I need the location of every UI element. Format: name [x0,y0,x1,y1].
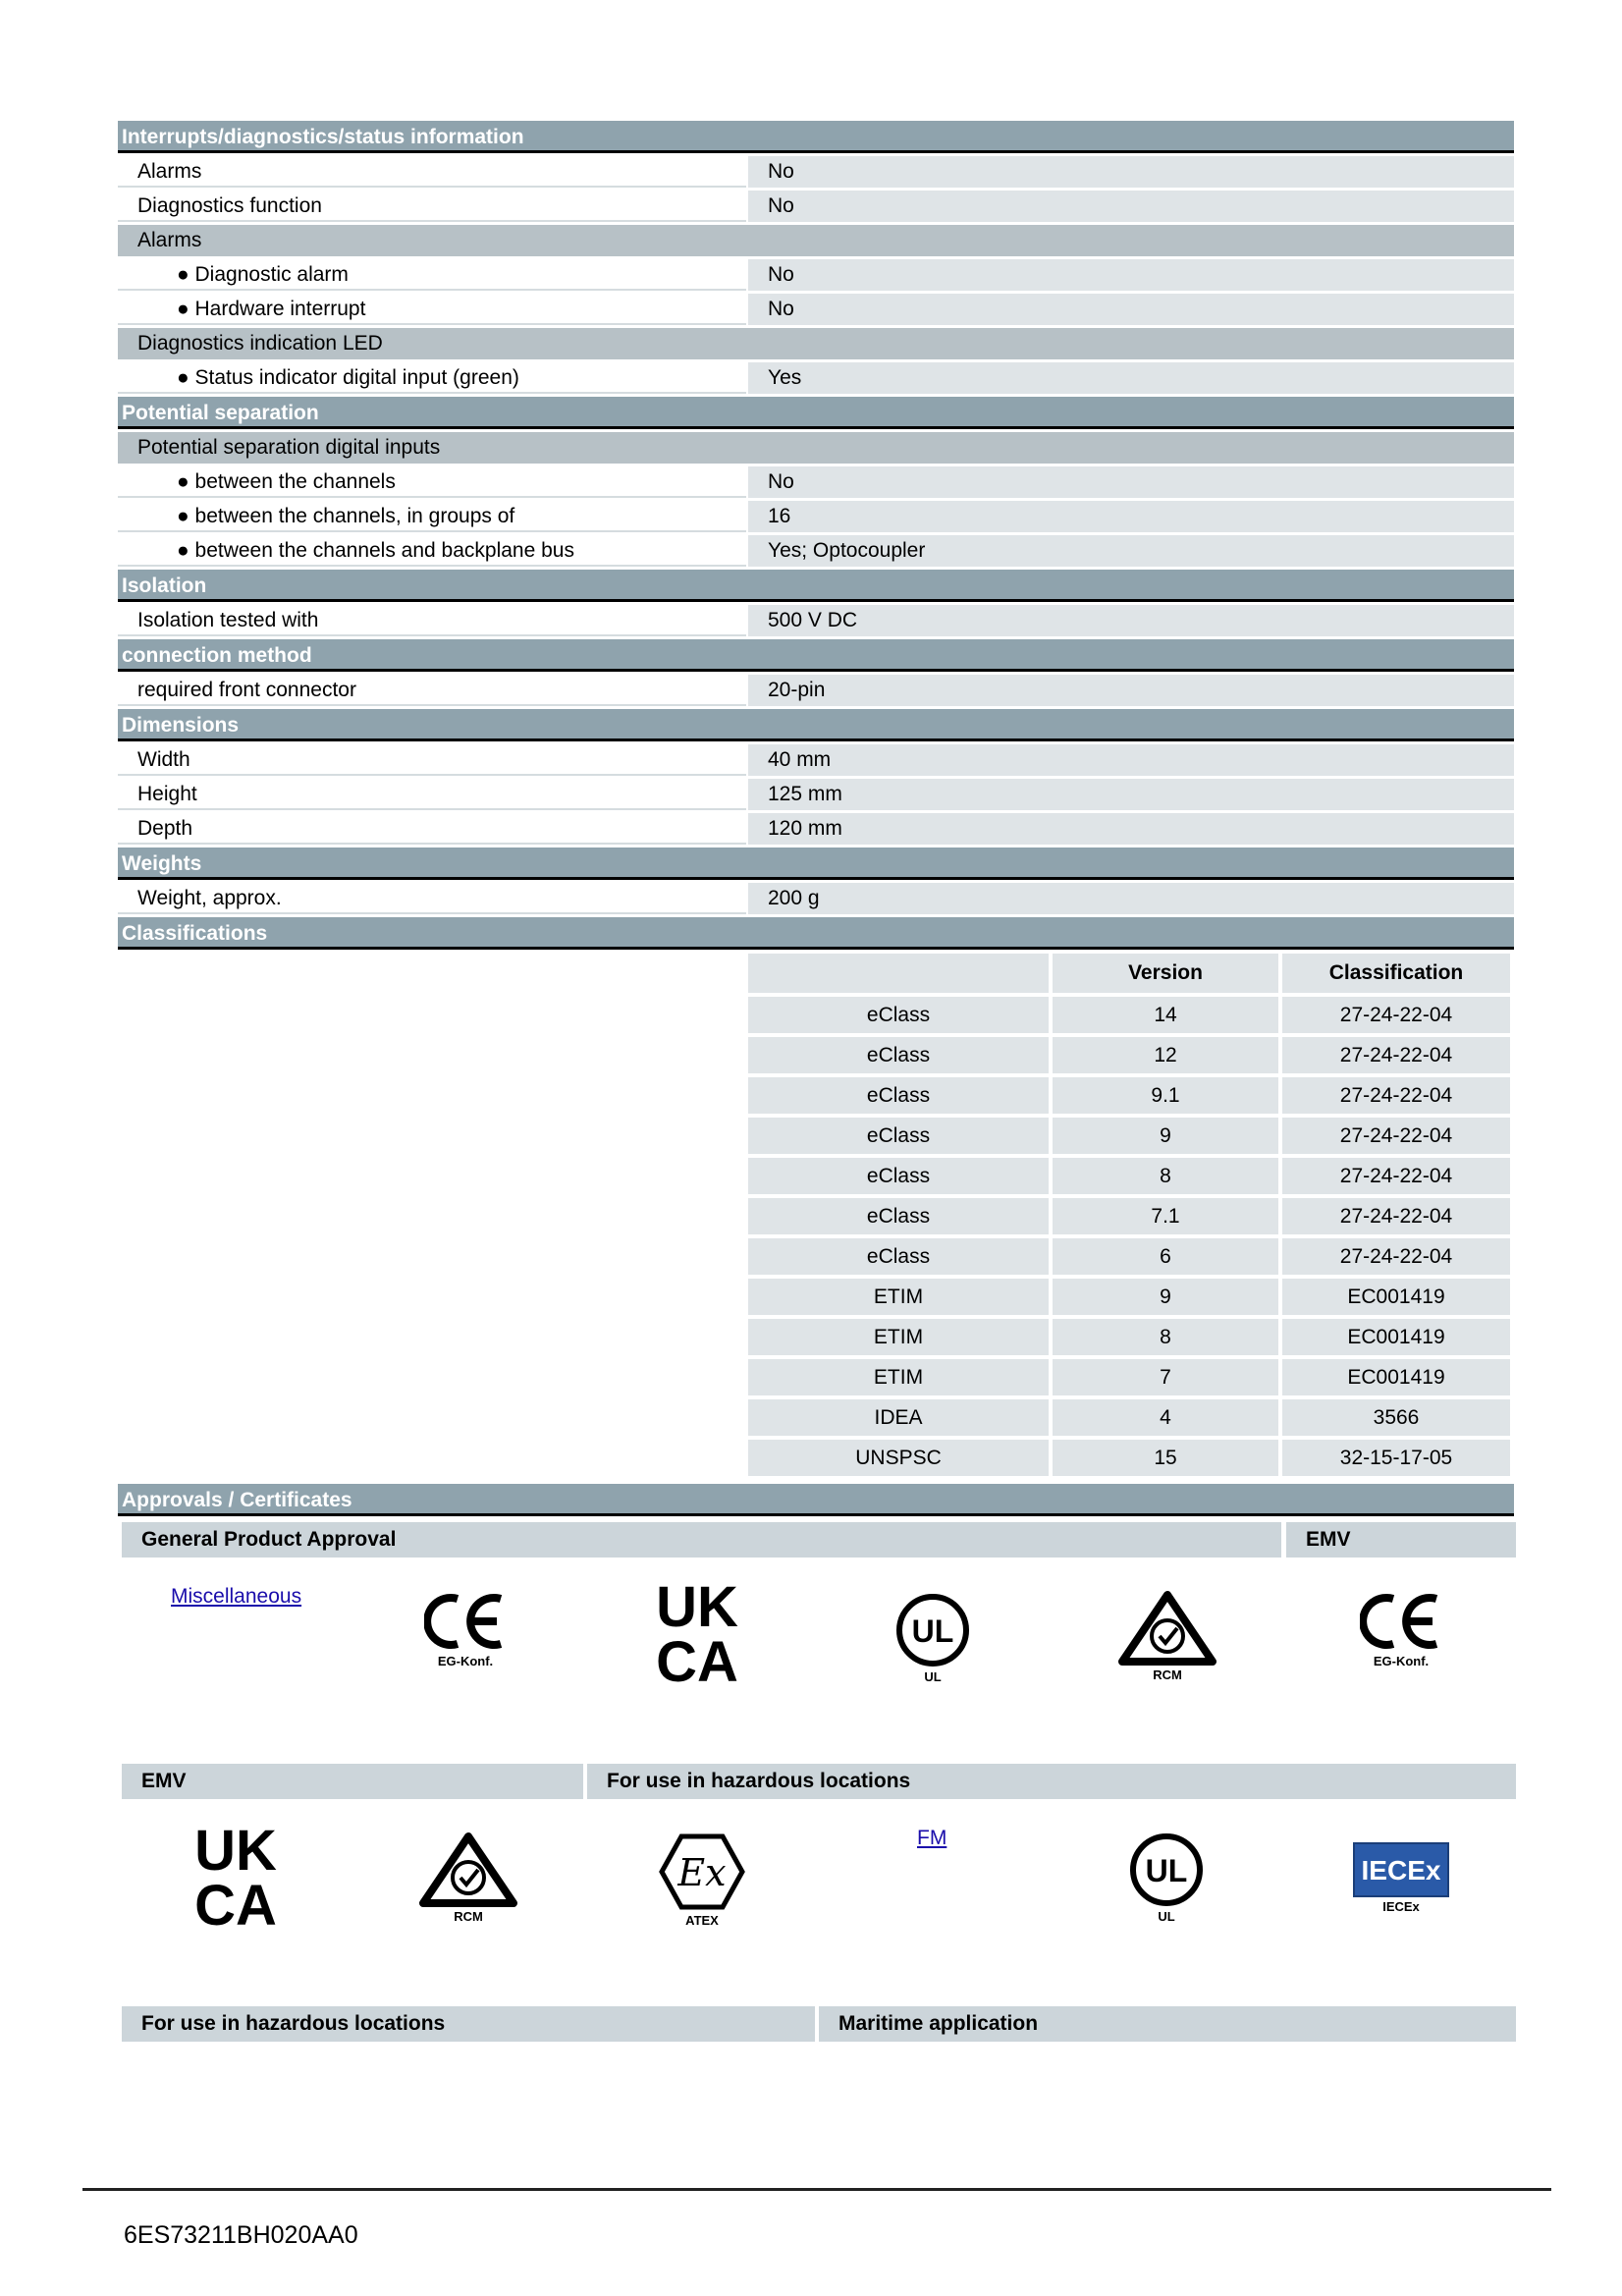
spec-value: 125 mm [748,779,1514,810]
spec-label: required front connector [118,675,746,706]
spec-label: Diagnostics function [118,191,746,222]
spec-value: Yes [748,362,1514,394]
spec-value: No [748,191,1514,222]
rcm-mark-icon-2 [405,1831,532,1924]
classification-row [748,997,1510,1033]
spec-label: Width [118,744,746,776]
classification-row [748,1440,1510,1476]
classification-version: 8 [1053,1158,1278,1194]
spec-label: Alarms [118,156,746,188]
ce-caption-emv: EG-Konf. [1373,1654,1430,1668]
classification-system: eClass [748,1238,1049,1275]
section-header: connection method [118,639,1514,672]
section-header: Interrupts/diagnostics/status information [118,121,1514,153]
rcm-mark-icon [1104,1589,1231,1682]
hazardous-locations-header-2: For use in hazardous locations [122,2006,815,2042]
emv-header-2: EMV [122,1764,583,1799]
ul-caption: UL [924,1669,942,1684]
ce-caption: EG-Konf. [437,1654,494,1668]
classification-body [748,997,1510,1476]
classification-code: 27-24-22-04 [1282,997,1510,1033]
iecex-mark-icon [1342,1842,1460,1914]
spec-row [118,294,1514,325]
maritime-application-header: Maritime application [819,2006,1516,2042]
spec-row [118,744,1514,776]
classification-row [748,1118,1510,1154]
classification-code: 27-24-22-04 [1282,1077,1510,1114]
classification-version: 9 [1053,1118,1278,1154]
classification-system: UNSPSC [748,1440,1049,1476]
ukca-top-text: UK [656,1579,738,1639]
classification-system: eClass [748,1037,1049,1073]
classification-system: IDEA [748,1399,1049,1436]
classification-row [748,1359,1510,1395]
spec-value: No [748,156,1514,188]
spec-value: 16 [748,501,1514,532]
spec-value: No [748,259,1514,291]
spec-row [118,156,1514,188]
atex-caption: ATEX [685,1913,719,1928]
classification-system: eClass [748,1198,1049,1234]
classification-header-system [748,954,1049,993]
spec-row [118,501,1514,532]
fm-link[interactable]: FM [917,1827,947,1849]
spec-value: No [748,466,1514,498]
spec-value: Yes; Optocoupler [748,535,1514,567]
classification-version: 15 [1053,1440,1278,1476]
spec-label: ● between the channels, in groups of [118,501,746,532]
iecex-caption: IECEx [1382,1899,1420,1914]
ul-mark-icon [874,1593,992,1684]
spec-label: ● Status indicator digital input (green) [118,362,746,394]
classification-code: 27-24-22-04 [1282,1037,1510,1073]
ul-mark-icon-2 [1108,1832,1225,1924]
subsection-header: Potential separation digital inputs [118,432,1514,464]
spec-label: ● between the channels [118,466,746,498]
spec-label: ● between the channels and backplane bus [118,535,746,567]
classification-system: ETIM [748,1279,1049,1315]
spec-value: 120 mm [748,813,1514,845]
classification-version: 9 [1053,1279,1278,1315]
classification-version: 8 [1053,1319,1278,1355]
classification-header-version: Version [1053,954,1278,993]
classification-row [748,1077,1510,1114]
ul-mark-text: UL [911,1613,954,1649]
spec-value: 40 mm [748,744,1514,776]
section-header-approvals: Approvals / Certificates [118,1484,1514,1516]
classification-system: eClass [748,1118,1049,1154]
classification-row [748,1037,1510,1073]
spec-sections [118,121,1514,914]
footer-divider [82,2188,1551,2191]
classification-code: EC001419 [1282,1359,1510,1395]
ul-caption-2: UL [1158,1909,1175,1924]
classification-code: 3566 [1282,1399,1510,1436]
spec-row [118,813,1514,845]
spec-row [118,535,1514,567]
classification-area [118,952,1514,1480]
spec-row [118,466,1514,498]
section-header: Potential separation [118,397,1514,429]
spec-value: 500 V DC [748,605,1514,636]
classification-header-classification: Classification [1282,954,1510,993]
classification-version: 6 [1053,1238,1278,1275]
classification-table [744,950,1514,1480]
classification-version: 7 [1053,1359,1278,1395]
ukca-mark-icon [638,1579,756,1687]
classification-system: eClass [748,997,1049,1033]
spec-label: Isolation tested with [118,605,746,636]
section-header: Isolation [118,570,1514,602]
spec-row [118,675,1514,706]
atex-mark-icon [643,1832,761,1928]
spec-row [118,191,1514,222]
datasheet [118,121,1514,1516]
iecex-mark-text: IECEx [1361,1855,1441,1886]
classification-row [748,1158,1510,1194]
general-product-approval-header: General Product Approval [122,1522,1281,1558]
classification-row [748,1238,1510,1275]
classification-row [748,1279,1510,1315]
ukca-mark-icon-2 [177,1823,295,1931]
classification-code: 27-24-22-04 [1282,1238,1510,1275]
classification-system: ETIM [748,1319,1049,1355]
ukca-bottom-text: CA [656,1630,738,1687]
classification-row [748,1319,1510,1355]
classification-code: 27-24-22-04 [1282,1158,1510,1194]
section-header: Dimensions [118,709,1514,741]
spec-row [118,259,1514,291]
spec-label: ● Diagnostic alarm [118,259,746,291]
classification-version: 14 [1053,997,1278,1033]
classification-row [748,1198,1510,1234]
classification-row [748,1399,1510,1436]
spec-row [118,605,1514,636]
spec-row [118,883,1514,914]
classification-header-row [748,954,1510,993]
footer-order-number: 6ES73211BH020AA0 [124,2221,358,2249]
classification-code: EC001419 [1282,1279,1510,1315]
subsection-header: Diagnostics indication LED [118,328,1514,359]
rcm-caption-2: RCM [454,1909,483,1924]
classification-version: 7.1 [1053,1198,1278,1234]
spec-label: ● Hardware interrupt [118,294,746,325]
spec-label: Height [118,779,746,810]
spec-value: No [748,294,1514,325]
classification-version: 4 [1053,1399,1278,1436]
classification-system: ETIM [748,1359,1049,1395]
classification-code: EC001419 [1282,1319,1510,1355]
classification-code: 32-15-17-05 [1282,1440,1510,1476]
rcm-caption: RCM [1153,1667,1182,1682]
spec-label: Weight, approx. [118,883,746,914]
ukca-top-text-2: UK [194,1823,277,1883]
spec-value: 20-pin [748,675,1514,706]
spec-value: 200 g [748,883,1514,914]
miscellaneous-link[interactable]: Miscellaneous [171,1585,302,1608]
classification-version: 12 [1053,1037,1278,1073]
section-header-classifications: Classifications [118,917,1514,950]
classification-system: eClass [748,1158,1049,1194]
spec-label: Depth [118,813,746,845]
classification-code: 27-24-22-04 [1282,1198,1510,1234]
spec-row [118,362,1514,394]
atex-mark-text: Ex [677,1851,727,1894]
ul-mark-text-2: UL [1145,1853,1188,1888]
classification-version: 9.1 [1053,1077,1278,1114]
ce-mark-icon-emv [1342,1591,1460,1668]
classification-system: eClass [748,1077,1049,1114]
classification-code: 27-24-22-04 [1282,1118,1510,1154]
section-header: Weights [118,847,1514,880]
emv-header: EMV [1286,1522,1516,1558]
ukca-bottom-text-2: CA [194,1874,277,1931]
spec-row [118,779,1514,810]
hazardous-locations-header: For use in hazardous locations [587,1764,1516,1799]
subsection-header: Alarms [118,225,1514,256]
ce-mark-icon [406,1591,524,1668]
